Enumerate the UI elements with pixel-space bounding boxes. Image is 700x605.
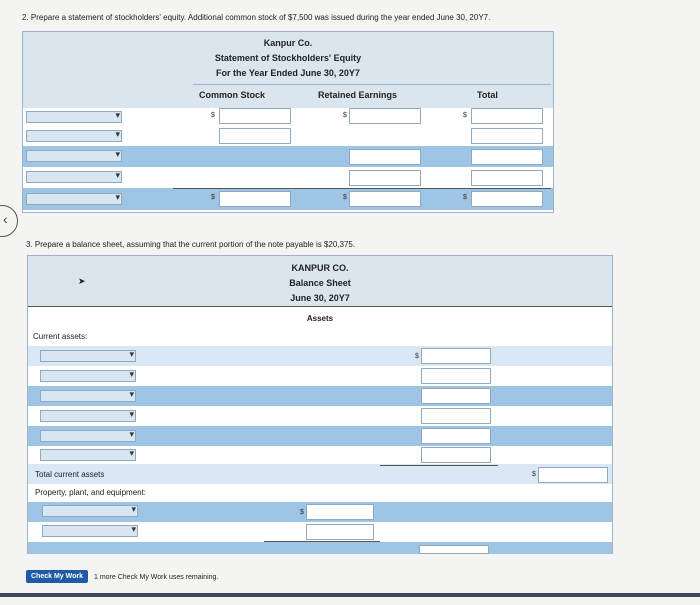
common-stock-row-2-input[interactable] [219, 128, 291, 144]
dollar-sign: $ [211, 194, 215, 201]
balance-sheet-table [27, 255, 613, 554]
current-asset-5-input[interactable] [421, 428, 491, 444]
current-asset-3-select[interactable] [40, 390, 136, 402]
retained-earnings-row-1-input[interactable] [349, 108, 421, 124]
ppe-net-input[interactable] [419, 545, 489, 554]
back-nav-button[interactable] [0, 205, 18, 237]
current-asset-5-select[interactable] [40, 430, 136, 442]
dollar-sign: $ [211, 112, 215, 119]
total-row-2-input[interactable] [471, 128, 543, 144]
total-row-3-input[interactable] [471, 149, 543, 165]
dollar-sign: $ [343, 112, 347, 119]
pointer-cursor-icon: ➤ [78, 276, 86, 286]
current-asset-2-input[interactable] [421, 368, 491, 384]
bottom-bar [0, 593, 700, 597]
bs-statement-title: Balance Sheet [289, 278, 351, 288]
equity-row-2-select[interactable] [26, 130, 122, 142]
current-asset-6-input[interactable] [421, 447, 491, 463]
current-asset-2-select[interactable] [40, 370, 136, 382]
equity-period: For the Year Ended June 30, 20Y7 [216, 68, 360, 78]
common-stock-total-input[interactable] [219, 191, 291, 207]
equity-row-4-select[interactable] [26, 171, 122, 183]
bs-company-name: KANPUR CO. [291, 263, 349, 273]
bs-date: June 30, 20Y7 [290, 293, 350, 303]
grand-total-input[interactable] [471, 191, 543, 207]
ppe-2-input[interactable] [306, 524, 374, 540]
current-asset-1-select[interactable] [40, 350, 136, 362]
equity-statement-title: Statement of Stockholders' Equity [214, 53, 362, 63]
dollar-sign: $ [463, 194, 467, 201]
equity-row-1-select[interactable] [26, 111, 122, 123]
ppe-1-input[interactable] [306, 504, 374, 520]
question-2-text: 2. Prepare a statement of stockholders' equity. Additional common stock of $7,500 was issued during the year ended June 30, 20Y7. [22, 13, 491, 22]
total-current-assets-input[interactable] [538, 467, 608, 483]
dollar-sign: $ [415, 353, 419, 360]
ppe-label: Property, plant, and equipment: [35, 488, 147, 497]
question-3-text: 3. Prepare a balance sheet, assuming that the current portion of the note payable is $20,375. [26, 240, 356, 249]
current-asset-1-input[interactable] [421, 348, 491, 364]
chevron-left-icon: ‹ [3, 211, 8, 227]
common-stock-row-1-input[interactable] [219, 108, 291, 124]
equity-row-3-select[interactable] [26, 150, 122, 162]
col-common-stock: Common Stock [199, 90, 266, 100]
check-my-work-button[interactable]: Check My Work [26, 570, 88, 583]
total-row-4-input[interactable] [471, 170, 543, 186]
current-asset-6-select[interactable] [40, 449, 136, 461]
ppe-2-select[interactable] [42, 525, 138, 537]
equity-statement-table [22, 31, 554, 213]
retained-earnings-total-input[interactable] [349, 191, 421, 207]
check-work-remaining-note: 1 more Check My Work uses remaining. [94, 574, 219, 581]
current-assets-label: Current assets: [33, 332, 88, 341]
total-current-assets-label: Total current assets [35, 470, 105, 479]
bs-row [28, 464, 612, 484]
dollar-sign: $ [343, 194, 347, 201]
current-asset-4-select[interactable] [40, 410, 136, 422]
dollar-sign: $ [300, 509, 304, 516]
current-asset-4-input[interactable] [421, 408, 491, 424]
ppe-1-select[interactable] [42, 505, 138, 517]
equity-row-5-select[interactable] [26, 193, 122, 205]
current-asset-3-input[interactable] [421, 388, 491, 404]
retained-earnings-row-4-input[interactable] [349, 170, 421, 186]
bs-assets-heading: Assets [306, 314, 334, 323]
dollar-sign: $ [463, 112, 467, 119]
retained-earnings-row-3-input[interactable] [349, 149, 421, 165]
col-retained-earnings: Retained Earnings [318, 90, 398, 100]
dollar-sign: $ [532, 471, 536, 478]
col-total: Total [477, 90, 498, 100]
total-row-1-input[interactable] [471, 108, 543, 124]
bs-row [28, 542, 612, 554]
equity-company-name: Kanpur Co. [263, 38, 313, 48]
